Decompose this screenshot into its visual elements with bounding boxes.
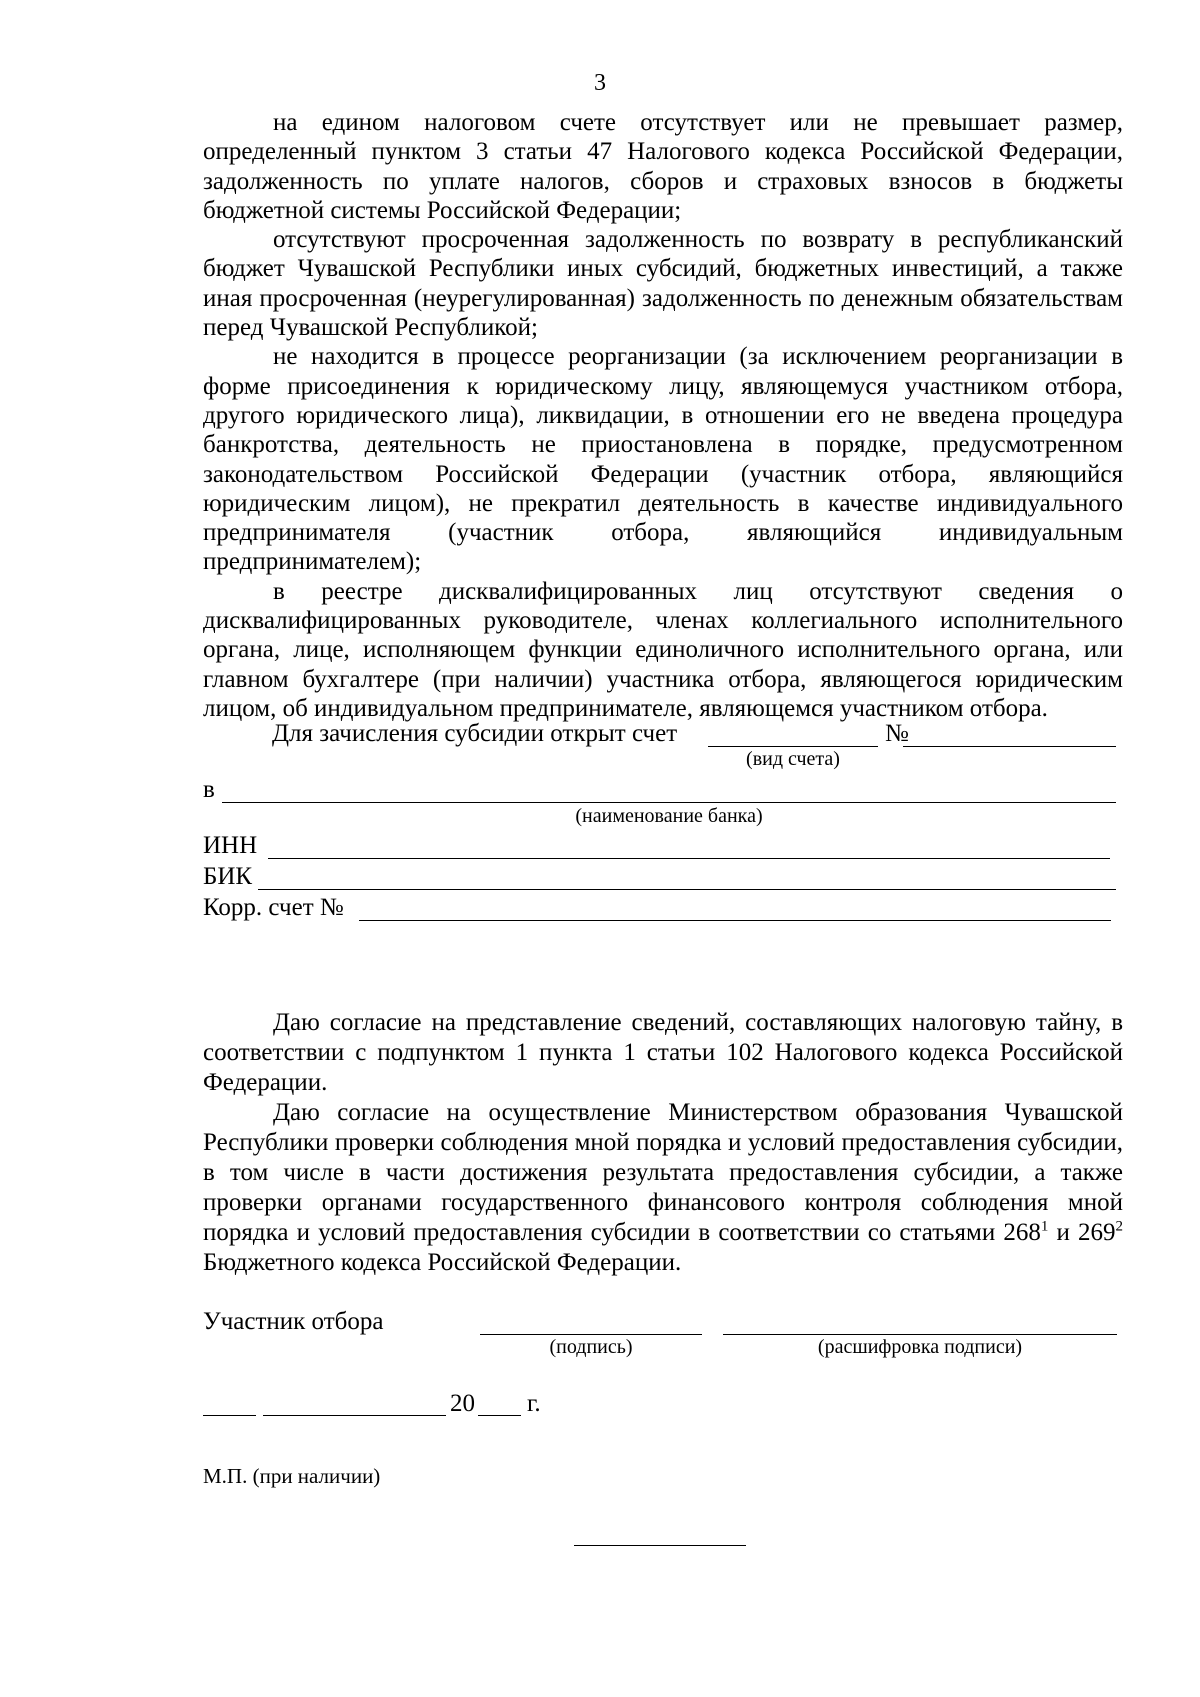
date-month-field[interactable] [263,1415,446,1416]
condition-paragraph: на едином налоговом счете отсутствует или не превышает размер, определенный пунктом 3 статьи 47 Налогового кодекса Российской Федерации, задолженность по уплате налогов, сборов и страховых взносов в бюджеты бюджетной системы Российской Федерации; [203,109,1123,224]
page-number: 3 [594,70,606,96]
article-269: 269 [1078,1219,1116,1246]
condition-paragraph: отсутствуют просроченная задолженность по возврату в республиканский бюджет Чувашской Республики иных субсидий, бюджетных инвестиций, а также иная просроченная (неурегулированная) задолженность по денежным обязательствам перед Чувашской Республикой; [203,226,1123,342]
participant-label: Участник отбора [203,1308,384,1335]
signature-decryption-caption: (расшифровка подписи) [817,1336,1023,1358]
account-type-caption: (вид счета) [746,748,840,770]
bank-name-field[interactable] [222,802,1116,803]
inspection-consent [203,1098,1123,1278]
date-day-field[interactable] [203,1415,256,1416]
inspection-consent-text: Даю согласие на осуществление Министерством образования Чувашской Республики проверки соблюдения мной порядка и условий предоставления субсидии, в том числе в части достижения результата предоставления субсидии, а также проверки органами государственного финансового контроля соблюдения мной порядка и условий предоставления субсидии в соответствии со статьями [203,1099,1123,1246]
article-269-sup: 2 [1115,1218,1124,1235]
consent-ending: Бюджетного кодекса Российской Федерации. [203,1249,682,1276]
date-year-suffix: г. [527,1390,541,1417]
date-year-field[interactable] [478,1415,521,1416]
account-intro: Для зачисления субсидии открыт счет [272,720,678,747]
bank-name-caption: (наименование банка) [575,805,763,827]
stamp-label: М.П. (при наличии) [203,1464,381,1488]
signature-field[interactable] [480,1334,702,1335]
signature-caption: (подпись) [549,1336,633,1358]
bik-label: БИК [203,863,253,890]
article-conj: и [1056,1219,1070,1246]
date-year-prefix: 20 [450,1390,475,1417]
inn-field[interactable] [268,858,1110,859]
article-268: 268 [1003,1219,1041,1246]
corr-account-label: Корр. счет № [203,894,344,921]
tax-secret-consent: Даю согласие на представление сведений, составляющих налоговую тайну, в соответствии с подпунктом 1 пункта 1 статьи 102 Налогового кодекса Российской Федерации. [203,1009,1123,1096]
inn-label: ИНН [203,832,258,859]
consent-block [203,1008,1123,1278]
account-number-field[interactable] [903,746,1116,747]
account-type-field[interactable] [708,746,878,747]
condition-paragraph: не находится в процессе реорганизации (за исключением реорганизации в форме присоединения к юридическому лицу, являющемуся участником отбора, другого юридического лица), ликвидации, в отношении его не введена процедура банкротства, деятельность не приостановлена в порядке, предусмотренном законодательством Российской Федерации (участник отбора, являющийся юридическим лицом), не прекратил деятельность в качестве индивидуального предпринимателя (участник отбора, являющийся индивидуальным предпринимателем); [203,343,1123,576]
corr-account-field[interactable] [359,920,1111,921]
conditions-list [203,108,1123,723]
signature-decryption-field[interactable] [723,1334,1117,1335]
account-number-sign: № [885,720,909,747]
condition-paragraph: в реестре дисквалифицированных лиц отсутствуют сведения о дисквалифицированных руководителе, членах коллегиального исполнительного органа, лице, исполняющем функции единоличного исполнительного органа, или главном бухгалтере (при наличии) участника отбора, являющегося юридическим лицом, об индивидуальном предпринимателе, являющемся участником отбора. [203,577,1123,722]
bik-field[interactable] [258,889,1116,890]
bank-in-label: в [203,776,215,803]
closing-divider [574,1545,746,1546]
article-268-sup: 1 [1040,1218,1049,1235]
